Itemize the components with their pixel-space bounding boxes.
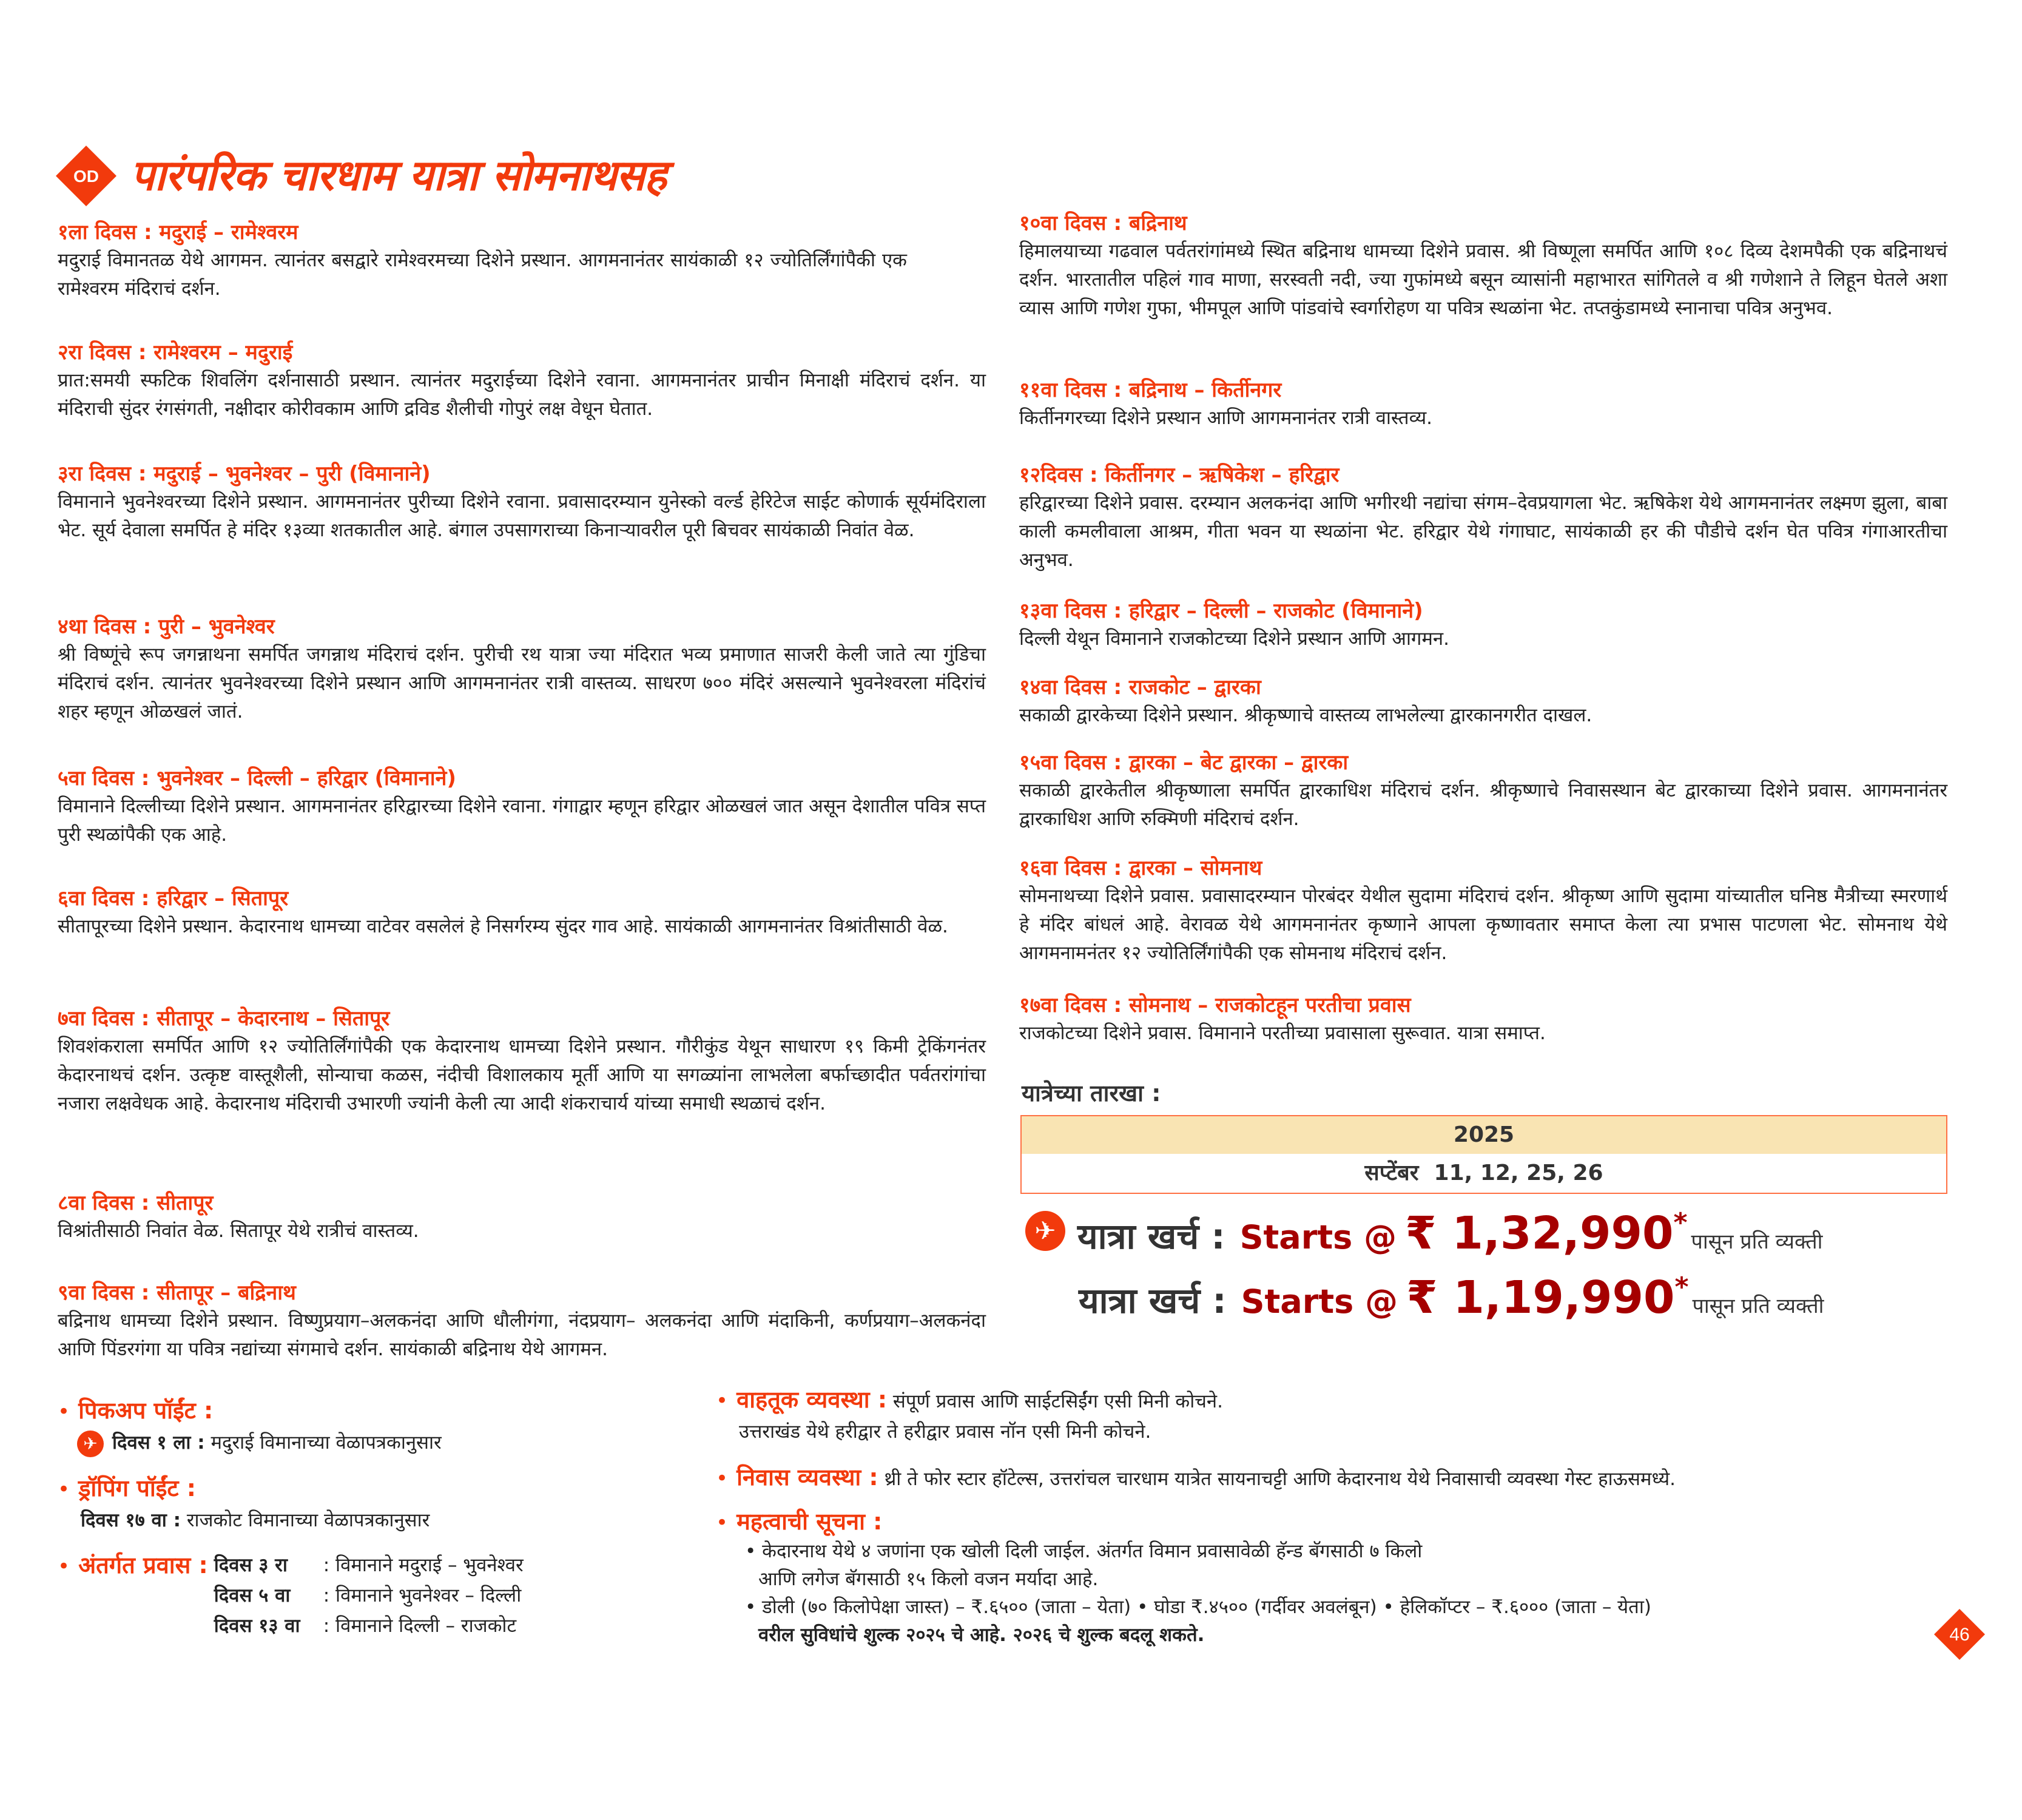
dates-table xyxy=(1020,1115,1947,1194)
transport-line2: उत्तराखंड येथे हरीद्वार ते हरीद्वार प्रवास नॉन एसी मिनी कोचने. xyxy=(739,1421,1151,1443)
price-label: यात्रा खर्च : xyxy=(1077,1216,1225,1257)
drop-day: दिवस १७ वा : xyxy=(81,1509,181,1531)
price-asterisk: * xyxy=(1674,1272,1689,1303)
price-label: यात्रा खर्च : xyxy=(1079,1280,1227,1321)
svg-text:46: 46 xyxy=(1949,1625,1970,1645)
day-block xyxy=(1019,673,1947,730)
day-heading: १३वा दिवस : हरिद्वार – दिल्ली – राजकोट (विमानाने) xyxy=(1019,599,1423,623)
internal-row xyxy=(214,1580,524,1611)
day-description: शिवशंकराला समर्पित आणि १२ ज्योतिर्लिंगांपैकी एक केदारनाथ धामच्या दिशेने प्रस्थान. गौरीकुंड येथून साधारण १९ किमी ट्रेकिंगनंतर केदारनाथचं दर्शन. उत्कृष्ट वास्तूशैली, सोन्याचा कळस, नंदीची विशालकाय मूर्ती आणि या सगळ्यांना लाभलेला बर्फाच्छादीत पर्वतरांगांचा नजारा लक्षवेधक आहे. केदारनाथ मंदिराची उभारणी ज्यांनी केली त्या आदी शंकराचार्य यांच्या समाधी स्थळाचं दर्शन. xyxy=(58,1036,986,1114)
day-block xyxy=(58,339,986,423)
day-heading: ४था दिवस : पुरी – भुवनेश्वर xyxy=(58,615,275,639)
day-heading: १५वा दिवस : द्वारका – बेट द्वारका – द्वारका xyxy=(1019,750,1349,775)
day-heading: १०वा दिवस : बद्रिनाथ xyxy=(1019,211,1187,235)
stay-section xyxy=(716,1462,1676,1494)
day-heading: १६वा दिवस : द्वारका – सोमनाथ xyxy=(1019,856,1262,880)
day-block xyxy=(1019,376,1947,433)
internal-travel-section xyxy=(58,1550,524,1641)
day-description: सोमनाथच्या दिशेने प्रवास. प्रवासादरम्यान पोरबंदर येथील सुदामा मंदिराचं दर्शन. श्रीकृष्ण आणि सुदामा यांच्यातील घनिष्ठ मैत्रीच्या स्मरणार्थ हे मंदिर बांधलं आहे. वेरावळ येथे आगमनानंतर कृष्णाने आपला कृष्णावतार समाप्त केला त्या प्रभास पाटणला भेट. सोमनाथ येथे आगमनामनंतर १२ ज्योतिर्लिंगांपैकी एक सोमनाथ मंदिराचं दर्शन. xyxy=(1019,885,1947,964)
transport-section xyxy=(716,1384,1223,1447)
internal-text: : विमानाने मदुराई – भुवनेश्वर xyxy=(323,1554,524,1576)
day-description: विमानाने भुवनेश्वरच्या दिशेने प्रस्थान. आगमनानंतर पुरीच्या दिशेने रवाना. प्रवासादरम्यान युनेस्को वर्ल्ड हेरिटेज साईट कोणार्क सूर्यमंदिराला भेट. सूर्य देवाला समर्पित हे मंदिर १३व्या शतकातील आहे. बंगाल उपसागराच्या किनाऱ्यावरील पूरी बिचवर सायंकाळी निवांत वेळ. xyxy=(58,491,986,541)
day-block xyxy=(1019,209,1947,323)
price-suffix: पासून प्रति व्यक्ती xyxy=(1692,1294,1824,1318)
bullet: • xyxy=(745,1596,763,1618)
day-heading: ६वा दिवस : हरिद्वार – सितापूर xyxy=(58,886,289,911)
day-description: सकाळी द्वारकेच्या दिशेने प्रस्थान. श्रीकृष्णाचे वास्तव्य लाभलेल्या द्वारकानगरीत दाखल. xyxy=(1019,704,1592,726)
internal-day: दिवस १३ वा xyxy=(214,1615,300,1637)
day-description: राजकोटच्या दिशेने प्रवास. विमानाने परतीच्या प्रवासाला सुरूवात. यात्रा समाप्त. xyxy=(1019,1022,1546,1044)
dates-days: 11, 12, 25, 26 xyxy=(1434,1161,1603,1185)
bullet: • xyxy=(745,1540,763,1562)
stay-text: थ्री ते फोर स्टार हॉटेल्स, उत्तरांचल चारधाम यात्रेत सायनाचट्टी आणि केदारनाथ येथे निवासाची व्यवस्था गेस्ट हाऊसमध्ये. xyxy=(884,1468,1676,1490)
dates-month: सप्टेंबर xyxy=(1364,1161,1419,1185)
stay-heading: निवास व्यवस्था : xyxy=(736,1464,878,1491)
day-description: दिल्ली येथून विमानाने राजकोटच्या दिशेने प्रस्थान आणि आगमन. xyxy=(1019,628,1449,650)
bullet: • xyxy=(58,1477,70,1502)
bullet: • xyxy=(58,1400,70,1424)
notes-section xyxy=(716,1508,1651,1649)
price-amount: ₹ 1,32,990 xyxy=(1405,1207,1674,1259)
day-description: सीतापूरच्या दिशेने प्रस्थान. केदारनाथ धामच्या वाटेवर वसलेलं हे निसर्गरम्य सुंदर गाव आहे. सायंकाळी आगमनानंतर विश्रांतीसाठी वेळ. xyxy=(58,915,948,937)
internal-heading: अंतर्गत प्रवास : xyxy=(78,1552,208,1579)
day-block xyxy=(58,460,986,545)
pickup-section xyxy=(58,1395,442,1458)
pickup-text: मदुराई विमानाच्या वेळापत्रकानुसार xyxy=(211,1432,442,1454)
day-block xyxy=(1019,597,1947,653)
internal-day: दिवस ५ वा xyxy=(214,1585,291,1606)
day-description: हिमालयाच्या गढवाल पर्वतरांगांमध्ये स्थित बद्रिनाथ धामच्या दिशेने प्रवास. श्री विष्णूला समर्पित आणि १०८ दिव्य देशमपैकी एक बद्रिनाथचं दर्शन. भारतातील पहिलं गाव माणा, सरस्वती नदी, ज्या गुफांमध्ये बसून व्यासांनी महाभारत सांगितले व श्री गणेशाने ते लिहून घेतले अशा व्यास आणि गणेश गुफा, भीमपूल आणि पांडवांचे स्वर्गारोहण या पवित्र स्थळांना भेट. तप्तकुंडामध्ये स्नानाचा पवित्र अनुभव. xyxy=(1019,240,1947,319)
day-block xyxy=(58,1279,986,1364)
pickup-heading: पिकअप पॉईंट : xyxy=(78,1397,214,1424)
day-block xyxy=(58,613,986,726)
notes-heading: महत्वाची सूचना : xyxy=(736,1508,883,1535)
page-number xyxy=(1934,1609,1985,1660)
day-heading: ७वा दिवस : सीतापूर – केदारनाथ – सितापूर xyxy=(58,1006,390,1031)
internal-day: दिवस ३ रा xyxy=(214,1554,288,1576)
price-amount: ₹ 1,19,990 xyxy=(1406,1272,1675,1324)
day-description: श्री विष्णूंचे रूप जगन्नाथना समर्पित जगन्नाथ मंदिराचं दर्शन. पुरीची रथ यात्रा ज्या मंदिरात भव्य प्रमाणात साजरी केली जाते त्या गुंडिचा मंदिराचं दर्शन. त्यानंतर भुवनेश्वरच्या दिशेने प्रस्थान आणि आगमनानंतर रात्री वास्तव्य. साधरण ७०० मंदिरं असल्याने भुवनेश्वरला मंदिरांचं शहर म्हणून ओळखलं जातं. xyxy=(58,644,986,723)
day-description: मदुराई विमानतळ येथे आगमन. त्यानंतर बसद्वारे रामेश्वरमच्या दिशेने प्रस्थान. आगमनानंतर सायंकाळी १२ ज्योतिर्लिंगांपैकी एक रामेश्वरम मंदिराचं दर्शन. xyxy=(58,249,907,300)
svg-text:OD: OD xyxy=(73,167,99,186)
bullet: • xyxy=(58,1554,70,1579)
day-block xyxy=(1019,749,1947,834)
transport-line1: संपूर्ण प्रवास आणि साईटसिईंग एसी मिनी कोचने. xyxy=(892,1390,1223,1412)
day-heading: १ला दिवस : मदुराई – रामेश्वरम xyxy=(58,220,298,244)
day-description: बद्रिनाथ धामच्या दिशेने प्रस्थान. विष्णुप्रयाग–अलकनंदा आणि धौलीगंगा, नंदप्रयाग– अलकनंदा आणि मंदाकिनी, कर्णप्रयाग–अलकनंदा आणि पिंडरगंगा या पवित्र नद्यांच्या संगमाचे दर्शन. सायंकाळी बद्रिनाथ येथे आगमन. xyxy=(58,1310,986,1360)
day-heading: १२दिवस : किर्तीनगर – ऋषिकेश – हरिद्वार xyxy=(1019,463,1340,487)
bullet: • xyxy=(716,1466,729,1491)
note-2: डोली (७० किलोपेक्षा जास्त) – ₹.६५०० (जाता – येता) • घोडा ₹.४५०० (गर्दीवर अवलंबून) • हेलिकॉप्टर – ₹.६००० (जाता – येता) xyxy=(762,1596,1651,1618)
day-heading: ११वा दिवस : बद्रिनाथ – किर्तीनगर xyxy=(1019,378,1282,402)
day-description: किर्तीनगरच्या दिशेने प्रस्थान आणि आगमनानंतर रात्री वास्तव्य. xyxy=(1019,407,1433,429)
internal-text: : विमानाने भुवनेश्वर – दिल्ली xyxy=(323,1585,522,1606)
day-block xyxy=(1019,991,1947,1048)
dates-label: यात्रेच्या तारखा : xyxy=(1022,1080,1161,1107)
page-title: पारंपरिक चारधाम यात्रा सोमनाथसह xyxy=(130,150,667,200)
day-description: प्रात:समयी स्फटिक शिवलिंग दर्शनासाठी प्रस्थान. त्यानंतर मदुराईच्या दिशेने रवाना. आगमनानंतर प्राचीन मिनाक्षी मंदिराचं दर्शन. या मंदिराची सुंदर रंगसंगती, नक्षीदार कोरीवकाम आणि द्रविड शैलीची गोपुरं लक्ष वेधून घेतात. xyxy=(58,369,986,420)
bullet: • xyxy=(716,1389,729,1413)
day-block xyxy=(58,1189,986,1245)
day-description: विमानाने दिल्लीच्या दिशेने प्रस्थान. आगमनानंतर हरिद्वारच्या दिशेने रवाना. गंगाद्वार म्हणून हरिद्वार ओळखलं जात असून देशातील पवित्र सप्त पुरी स्थळांपैकी एक आहे. xyxy=(58,795,986,846)
day-block xyxy=(1019,854,1947,968)
bullet: • xyxy=(716,1511,729,1535)
drop-text: राजकोट विमानाच्या वेळापत्रकानुसार xyxy=(186,1509,430,1531)
day-description: विश्रांतीसाठी निवांत वेळ. सितापूर येथे रात्रीचं वास्तव्य. xyxy=(58,1220,419,1242)
note-1-cont: आणि लगेज बॅगसाठी १५ किलो वजन मर्यादा आहे. xyxy=(758,1568,1099,1590)
airplane-icon: ✈ xyxy=(1025,1211,1065,1251)
day-heading: १७वा दिवस : सोमनाथ – राजकोटहून परतीचा प्रवास xyxy=(1019,993,1411,1017)
day-block xyxy=(58,764,986,849)
od-logo xyxy=(56,146,116,206)
drop-heading: ड्रॉपिंग पॉईंट : xyxy=(78,1475,196,1502)
price-asterisk: * xyxy=(1673,1207,1688,1238)
day-heading: ८वा दिवस : सीतापूर xyxy=(58,1191,214,1215)
note-3: वरील सुविधांचे शुल्क २०२५ चे आहे. २०२६ चे शुल्क बदलू शकते. xyxy=(758,1624,1205,1646)
note-1: केदारनाथ येथे ४ जणांना एक खोली दिली जाईल. अंतर्गत विमान प्रवासावेळी हॅन्ड बॅगसाठी ७ किलो xyxy=(762,1540,1423,1562)
day-block xyxy=(58,885,986,941)
day-description: हरिद्वारच्या दिशेने प्रवास. दरम्यान अलकनंदा आणि भगीरथी नद्यांचा संगम–देवप्रयागला भेट. ऋषिकेश येथे आगमनानंतर लक्ष्मण झुला, बाबा काली कमलीवाला आश्रम, गीता भवन या स्थळांना भेट. हरिद्वार येथे गंगाघाट, सायंकाळी हर की पौडीचे दर्शन घेत पवित्र गंगाआरतीचा अनुभव. xyxy=(1019,492,1947,571)
day-description: सकाळी द्वारकेतील श्रीकृष्णाला समर्पित द्वारकाधिश मंदिराचं दर्शन. श्रीकृष्णाचे निवासस्थान बेट द्वारकाच्या दिशेने प्रवास. आगमनानंतर द्वारकाधिश आणि रुक्मिणी मंदिराचं दर्शन. xyxy=(1019,780,1947,830)
airplane-icon: ✈ xyxy=(77,1431,104,1457)
price-starts: Starts @ xyxy=(1239,1218,1397,1256)
price-suffix: पासून प्रति व्यक्ती xyxy=(1691,1230,1823,1254)
price-starts: Starts @ xyxy=(1241,1282,1398,1321)
day-block xyxy=(58,1005,986,1118)
dates-year: 2025 xyxy=(1022,1116,1946,1154)
pickup-day: दिवस १ ला : xyxy=(112,1432,205,1454)
day-heading: २रा दिवस : रामेश्वरम – मदुराई xyxy=(58,340,293,365)
day-heading: ५वा दिवस : भुवनेश्वर – दिल्ली – हरिद्वार (विमानाने) xyxy=(58,766,456,790)
day-heading: ९वा दिवस : सीतापूर – बद्रिनाथ xyxy=(58,1281,296,1305)
dates-row xyxy=(1022,1154,1946,1193)
transport-heading: वाहतूक व्यवस्था : xyxy=(736,1386,888,1413)
internal-row xyxy=(214,1611,524,1641)
internal-row xyxy=(214,1550,524,1580)
day-heading: १४वा दिवस : राजकोट – द्वारका xyxy=(1019,675,1261,699)
price-row-1 xyxy=(1077,1207,1822,1259)
day-block xyxy=(1019,461,1947,575)
internal-text: : विमानाने दिल्ली – राजकोट xyxy=(323,1615,517,1637)
drop-section xyxy=(58,1473,430,1535)
price-row-2 xyxy=(1079,1272,1824,1324)
day-block xyxy=(58,218,907,303)
day-heading: ३रा दिवस : मदुराई – भुवनेश्वर – पुरी (विमानाने) xyxy=(58,462,431,486)
